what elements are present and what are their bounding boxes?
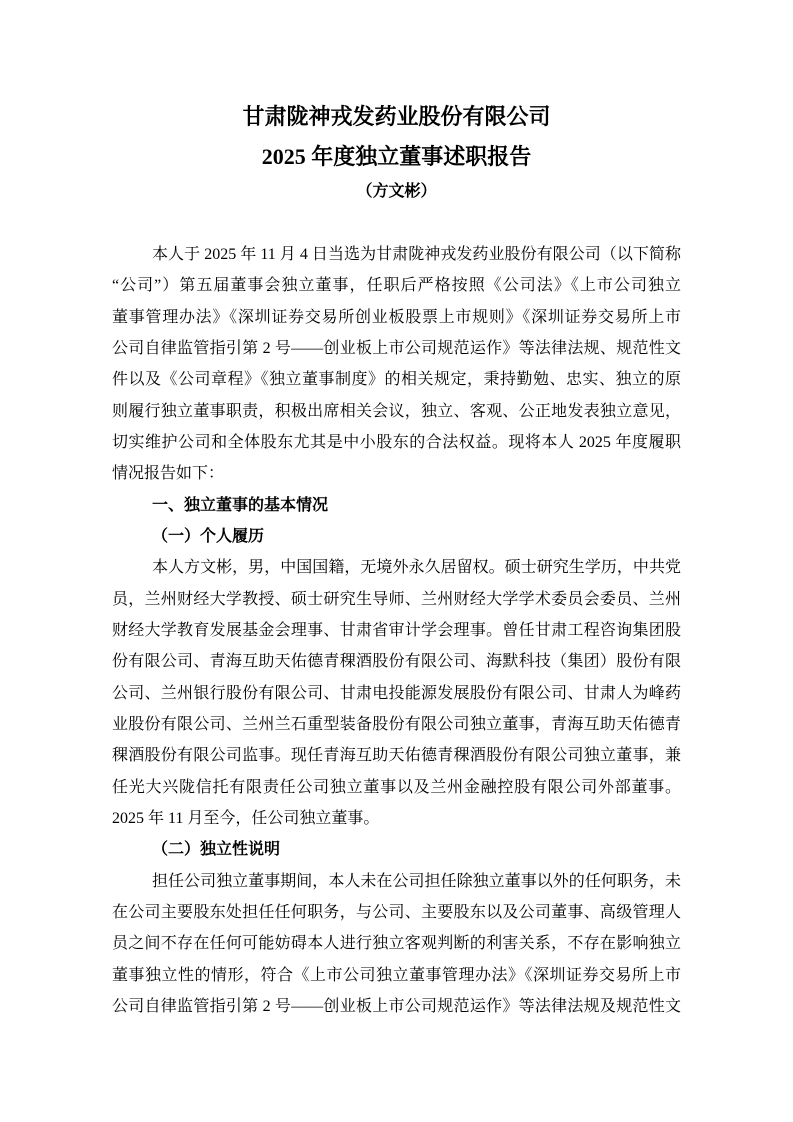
body-text-line: 切实维护公司和全体股东尤其是中小股东的合法权益。现将本人 2025 年度履职 — [112, 433, 681, 451]
body-text-line: 公司自律监管指引第 2 号——创业板上市公司规范运作》等法律法规、规范性文 — [112, 339, 681, 357]
body-text-line: 员之间不存在任何可能妨碍本人进行独立客观判断的利害关系，不存在影响独立 — [112, 935, 681, 953]
body-text-line: 董事管理办法》《深圳证券交易所创业板股票上市规则》《深圳证券交易所上市 — [112, 308, 681, 326]
body-text-line: 财经大学教育发展基金会理事、甘肃省审计学会理事。曾任甘肃工程咨询集团股 — [112, 621, 681, 639]
section-heading-line: 一、独立董事的基本情况 — [152, 496, 329, 514]
body-text-line: 本人于 2025 年 11 月 4 日当选为甘肃陇神戎发药业股份有限公司（以下简称 — [152, 246, 681, 263]
body-text-line: 任光大兴陇信托有限责任公司独立董事以及兰州金融控股有限公司外部董事。 — [112, 778, 681, 796]
body-text-line: 公司自律监管指引第 2 号——创业板上市公司规范运作》等法律法规及规范性文 — [112, 997, 681, 1015]
body-text-line: 稞酒股份有限公司监事。现任青海互助天佑德青稞酒股份有限公司独立董事，兼 — [112, 747, 681, 765]
body-text-line: 2025 年 11 月至今，任公司独立董事。 — [112, 809, 380, 827]
document-title-report: 2025 年度独立董事述职报告 — [261, 144, 532, 169]
body-text-line: “公司”）第五届董事会独立董事，任职后严格按照《公司法》《上市公司独立 — [112, 277, 681, 295]
body-text-line: 业股份有限公司、兰州兰石重型装备股份有限公司独立董事，青海互助天佑德青 — [112, 715, 681, 733]
body-text-line: 公司、兰州银行股份有限公司、甘肃电投能源发展股份有限公司、甘肃人为峰药 — [112, 684, 681, 702]
section-heading-line: （一）个人履历 — [152, 527, 265, 545]
body-text-line: 本人方文彬，男，中国国籍，无境外永久居留权。硕士研究生学历，中共党 — [152, 559, 681, 577]
body-text-line: 份有限公司、青海互助天佑德青稞酒股份有限公司、海默科技（集团）股份有限 — [112, 653, 681, 671]
section-heading-line: （二）独立性说明 — [152, 841, 281, 859]
body-text-line: 情况报告如下： — [112, 465, 225, 483]
document-body — [112, 239, 681, 1022]
body-text-line: 在公司主要股东处担任任何职务，与公司、主要股东以及公司董事、高级管理人 — [112, 903, 681, 921]
document-subtitle-author: （方文彬） — [356, 183, 437, 200]
body-text-line: 担任公司独立董事期间，本人未在公司担任除独立董事以外的任何职务，未 — [152, 872, 681, 890]
body-text-line: 则履行独立董事职责，积极出席相关会议，独立、客观、公正地发表独立意见， — [112, 402, 681, 420]
document-title-company: 甘肃陇神戎发药业股份有限公司 — [242, 104, 551, 129]
body-text-line: 董事独立性的情形，符合《上市公司独立董事管理办法》《深圳证券交易所上市 — [112, 966, 681, 984]
body-text-line: 员，兰州财经大学教授、硕士研究生导师、兰州财经大学学术委员会委员、兰州 — [112, 590, 681, 608]
body-text-line: 件以及《公司章程》《独立董事制度》的相关规定，秉持勤勉、忠实、独立的原 — [112, 371, 681, 389]
